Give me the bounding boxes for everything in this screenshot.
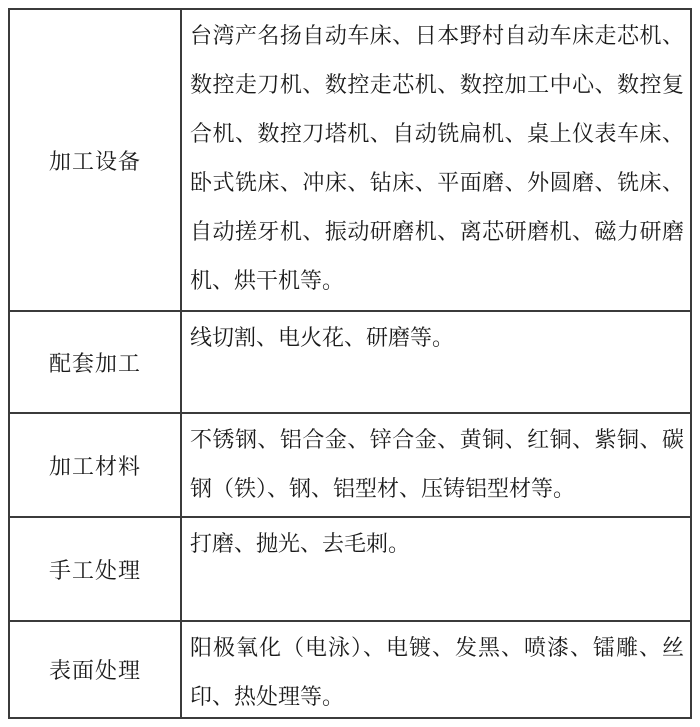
- row-label: 手工处理: [10, 518, 182, 620]
- table-row: [10, 312, 690, 414]
- row-content: 打磨、抛光、去毛刺。: [190, 531, 411, 556]
- table-row: [10, 518, 690, 622]
- processing-spec-table: [8, 8, 692, 719]
- row-label: 加工材料: [10, 414, 182, 516]
- row-label: 加工设备: [10, 10, 182, 310]
- row-content: 线切割、电火花、研磨等。: [190, 325, 455, 350]
- row-content: 台湾产名扬自动车床、日本野村自动车床走芯机、数控走刀机、数控走芯机、数控加工中心、数控复合机、数控刀塔机、自动铣扁机、桌上仪表车床、卧式铣床、冲床、钻床、平面磨、外圆磨、铣床、自动搓牙机、振动研磨机、离芯研磨机、磁力研磨机、烘干机等。: [190, 23, 684, 293]
- row-content: 阳极氧化（电泳）、电镀、发黑、喷漆、镭雕、丝印、热处理等。: [190, 635, 684, 709]
- table-row: [10, 414, 690, 518]
- row-label: 配套加工: [10, 312, 182, 412]
- table-row: [10, 622, 690, 717]
- row-content: 不锈钢、铝合金、锌合金、黄铜、红铜、紫铜、碳钢（铁）、钢、铝型材、压铸铝型材等。: [190, 427, 684, 501]
- row-label: 表面处理: [10, 622, 182, 717]
- table-row: [10, 10, 690, 312]
